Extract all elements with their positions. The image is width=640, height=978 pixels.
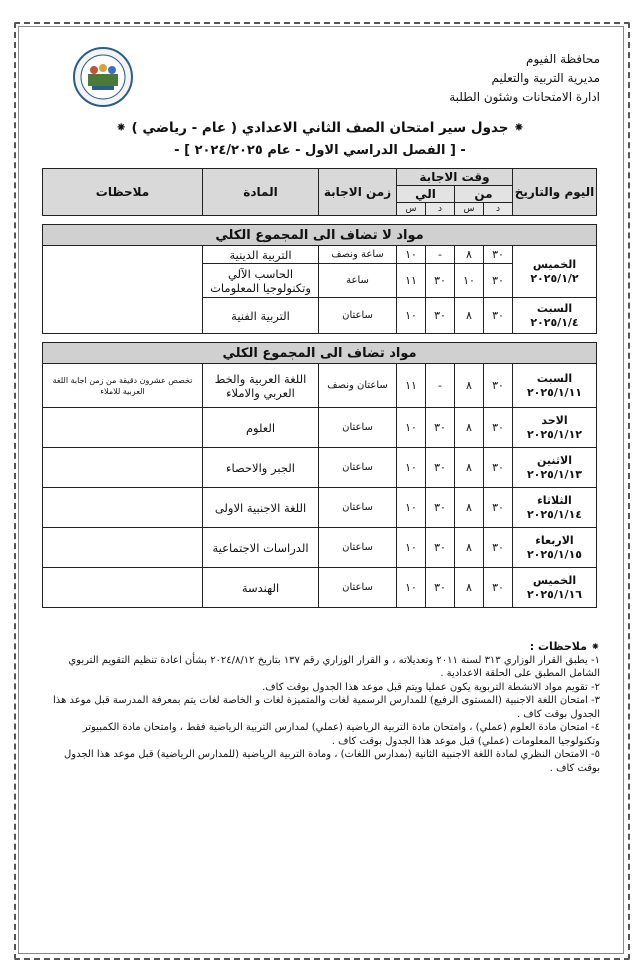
to-hour: ١٠: [397, 298, 426, 334]
day-name: الاربعاء: [535, 533, 574, 547]
to-hour: ١١: [397, 264, 426, 298]
from-minute: ٣٠: [484, 364, 513, 408]
from-minute: ٣٠: [484, 264, 513, 298]
note-item: ٣- امتحان اللغة الاجنبية (المستوى الرفيع) للمدارس الرسمية لغات والمتميزة لغات و الخاصة لغات يتم بمعرفة المدرسة قبل موعد هذا الجدول بوقت كاف .: [52, 695, 600, 720]
day-name: الخميس: [532, 257, 577, 271]
section-total: مواد تضاف الى المجموع الكلي: [43, 343, 597, 364]
table-row: [43, 488, 597, 528]
day-cell: [513, 246, 597, 298]
to-minute: ٣٠: [426, 408, 455, 448]
subject-cell: الدراسات الاجتماعية: [203, 528, 319, 568]
header-governorate: محافظة الفيوم: [526, 52, 600, 66]
to-hour: ١١: [397, 364, 426, 408]
to-minute: ٣٠: [426, 298, 455, 334]
notes-cell: تخصص عشرون دقيقة من زمن اجابة اللغة العربية للاملاء: [43, 364, 203, 408]
unit-hour: س: [397, 203, 426, 216]
day-cell: [513, 448, 597, 488]
header-to: الي: [397, 186, 455, 203]
duration-cell: ساعتان: [319, 488, 397, 528]
to-hour: ١٠: [397, 448, 426, 488]
to-hour: ١٠: [397, 246, 426, 264]
table-row: [43, 408, 597, 448]
notes-cell: [43, 408, 203, 448]
day-name: الاحد: [541, 413, 568, 427]
notes-cell: [43, 246, 203, 334]
notes-cell: [43, 568, 203, 608]
note-item: ٢- تقويم مواد الانشطة التربوية يكون عمليا ويتم قبل موعد هذا الجدول بوقت كاف.: [262, 681, 600, 693]
duration-cell: ساعة: [319, 264, 397, 298]
subject-cell: الجبر والاحصاء: [203, 448, 319, 488]
from-minute: ٣٠: [484, 298, 513, 334]
note-item: ٤- امتحان مادة العلوم (عملي) ، وامتحان مادة التربية الرياضية (عملي) لمدارس التربية الرياضية فقط ، وامتحان مادة الكمبيوتر وتكنولوجيا المعلومات (عملي) قبل موعد هذا الجدول بوقت كاف .: [82, 722, 600, 747]
from-hour: ٨: [455, 528, 484, 568]
note-item: ٥- الامتحان النظري لمادة اللغة الاجنبية الثانية (بمدارس اللغات) ، ومادة التربية الرياضية (للمدارس الرياضية) قبل موعد هذا الجدول بوقت كاف .: [64, 749, 600, 774]
day-date: ٢٠٢٥/١/٢: [530, 271, 579, 285]
day-date: ٢٠٢٥/١/٤: [530, 315, 579, 329]
directorate-header: [449, 50, 600, 107]
header-notes: ملاحظات: [43, 169, 203, 216]
table-row: [43, 246, 597, 264]
subject-cell: الهندسة: [203, 568, 319, 608]
spacer: [43, 334, 597, 343]
header-directorate: مديرية التربية والتعليم: [491, 71, 600, 85]
subject-cell: اللغة الاجنبية الاولى: [203, 488, 319, 528]
to-hour: ١٠: [397, 528, 426, 568]
subject-cell: التربية الدينية: [203, 246, 319, 264]
to-hour: ١٠: [397, 408, 426, 448]
to-minute: -: [426, 246, 455, 264]
duration-cell: ساعتان: [319, 448, 397, 488]
duration-cell: ساعتان: [319, 568, 397, 608]
header-day-date: اليوم والتاريخ: [513, 169, 597, 216]
day-cell: [513, 488, 597, 528]
to-hour: ١٠: [397, 568, 426, 608]
to-hour: ١٠: [397, 488, 426, 528]
to-minute: -: [426, 364, 455, 408]
notes-section: [40, 640, 600, 775]
from-hour: ٨: [455, 568, 484, 608]
unit-minute: د: [484, 203, 513, 216]
to-minute: ٣٠: [426, 448, 455, 488]
notes-cell: [43, 448, 203, 488]
table-row: [43, 568, 597, 608]
day-name: السبت: [536, 301, 573, 315]
to-minute: ٣٠: [426, 528, 455, 568]
from-hour: ٨: [455, 488, 484, 528]
from-minute: ٣٠: [484, 488, 513, 528]
to-minute: ٣٠: [426, 488, 455, 528]
day-cell: [513, 568, 597, 608]
from-hour: ٨: [455, 448, 484, 488]
duration-cell: ساعتان: [319, 298, 397, 334]
from-minute: ٣٠: [484, 568, 513, 608]
from-hour: ٨: [455, 364, 484, 408]
page-subtitle: - [ الفصل الدراسي الاول - عام ٢٠٢٤/٢٠٢٥ ] -: [174, 143, 466, 158]
day-date: ٢٠٢٥/١/١٥: [526, 547, 583, 561]
day-date: ٢٠٢٥/١/١٤: [526, 507, 583, 521]
duration-cell: ساعتان: [319, 408, 397, 448]
exam-schedule-table: [42, 168, 597, 608]
day-date: ٢٠٢٥/١/١٦: [526, 587, 583, 601]
duration-cell: ساعة ونصف: [319, 246, 397, 264]
to-minute: ٣٠: [426, 264, 455, 298]
unit-hour: س: [455, 203, 484, 216]
notes-title: ⁕ ملاحظات :: [529, 640, 600, 653]
from-hour: ٨: [455, 246, 484, 264]
from-hour: ٨: [455, 298, 484, 334]
header-duration: زمن الاجابة: [319, 169, 397, 216]
day-cell: [513, 408, 597, 448]
header-subject: المادة: [203, 169, 319, 216]
subject-cell: اللغة العربية والخط العربي والاملاء: [203, 364, 319, 408]
notes-cell: [43, 528, 203, 568]
duration-cell: ساعتان: [319, 528, 397, 568]
day-cell: [513, 364, 597, 408]
day-cell: [513, 528, 597, 568]
table-row: [43, 528, 597, 568]
section-non-total: مواد لا تضاف الى المجموع الكلي: [43, 225, 597, 246]
day-date: ٢٠٢٥/١/١٢: [526, 427, 583, 441]
page-title: ⁕ جدول سير امتحان الصف الثاني الاعدادي ( عام - رياضي ) ⁕: [115, 120, 525, 136]
day-name: الاثنين: [537, 453, 572, 467]
unit-minute: د: [426, 203, 455, 216]
from-hour: ٨: [455, 408, 484, 448]
table-row: [43, 364, 597, 408]
day-name: الخميس: [532, 573, 577, 587]
directorate-seal-icon: [72, 46, 134, 108]
day-name: السبت: [536, 371, 573, 385]
header-answer-time: وقت الاجابة: [397, 169, 513, 186]
to-minute: ٣٠: [426, 568, 455, 608]
note-item: ١- يطبق القرار الوزاري ٣١٣ لسنة ٢٠١١ وتعديلاته ، و القرار الوزاري رقم ١٣٧ بتاريخ ٢٠٢٤/٨/١٢ بشأن اعادة تنظيم التقويم التربوي الشامل المطبق على الحلقة الاعدادية .: [68, 654, 600, 679]
day-date: ٢٠٢٥/١/١٣: [526, 467, 583, 481]
spacer: [43, 216, 597, 225]
from-minute: ٣٠: [484, 528, 513, 568]
subject-cell: العلوم: [203, 408, 319, 448]
from-minute: ٣٠: [484, 408, 513, 448]
duration-cell: ساعتان ونصف: [319, 364, 397, 408]
header-from: من: [455, 186, 513, 203]
header-department: ادارة الامتحانات وشئون الطلبة: [449, 90, 600, 104]
from-hour: ١٠: [455, 264, 484, 298]
table-row: [43, 448, 597, 488]
subject-cell: التربية الفنية: [203, 298, 319, 334]
subject-cell: الحاسب الآلي وتكنولوجيا المعلومات: [203, 264, 319, 298]
from-minute: ٣٠: [484, 448, 513, 488]
day-cell: [513, 298, 597, 334]
day-date: ٢٠٢٥/١/١١: [526, 385, 583, 399]
from-minute: ٣٠: [484, 246, 513, 264]
day-name: الثلاثاء: [537, 493, 572, 507]
notes-cell: [43, 488, 203, 528]
